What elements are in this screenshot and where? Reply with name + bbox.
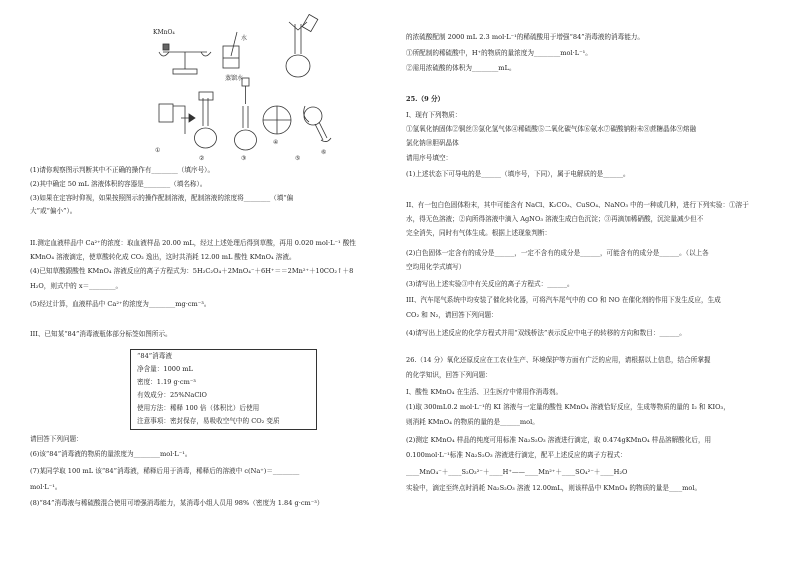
question-8-cont: 的浓硫酸配制 2000 mL 2.3 mol·L⁻¹的稀硫酸用于增强“84”消毒液的消毒能力。 (406, 33, 644, 41)
question-1: (1)请你观察图示判断其中不正确的操作有________（填序号）。 (30, 166, 215, 174)
figure-label-water: 水 (241, 35, 248, 42)
question-26-heading-cont: 的化学知识，回答下列问题： (406, 371, 492, 379)
lab-procedure-drawing (145, 14, 335, 164)
q25-section-ii-cont2: 完全消失，同时有气体生成。根据上述现象判断： (406, 229, 552, 237)
q25-section-ii-cont: 水，得无色溶液；②向所得溶液中滴入 AgNO₃ 溶液生成白色沉淀；③再滴加稀硝酸，沉淀量减少但不 (406, 215, 704, 223)
q26-question-2-cont: 0.100mol·L⁻¹标准 Na₂S₂O₃ 溶液进行滴定，配平上述反应的离子方程式： (406, 451, 627, 459)
question-7: (7)某同学取 100 mL 该“84”消毒液，稀释后用于消毒，稀释后的溶液中 c(Na⁺)＝________ (30, 467, 300, 475)
q25-section-ii: II、有一包白色固体粉末，其中可能含有 NaCl、K₂CO₃、CuSO₄、NaNO₃ 中的一种或几种，进行下列实验：①溶于 (406, 201, 749, 209)
question-8: (8)“84”消毒液与稀硫酸混合使用可增强消毒能力，某消毒小组人员用 98%（密度为 1.84 g·cm⁻³） (30, 499, 324, 507)
q26-section-i: I、酸性 KMnO₄ 在生活、卫生医疗中常用作消毒剂。 (406, 388, 563, 396)
answer-prompt: 请回答下列问题： (30, 435, 83, 443)
q25-section-iii: III、汽车尾气系统中均安装了催化转化器，可将汽车尾气中的 CO 和 NO 在催化剂的作用下发生反应，生成 (406, 296, 721, 304)
shaking-flask-icon (195, 92, 217, 148)
label-box-usage: 使用方法：稀释 100 倍（体积比）后使用 (137, 404, 260, 412)
q25-substances-cont: 氯化钠⑩胆矾晶体 (406, 139, 459, 147)
label-box-ingredient: 有效成分：25%NaClO (137, 391, 207, 399)
question-7-cont: mol·L⁻¹。 (30, 483, 62, 491)
figure-label-step6: ⑥ (321, 149, 327, 156)
q25-question-1: (1)上述状态下可导电的是______（填序号，下同），属于电解质的是______。 (406, 170, 630, 178)
q25-substances: ①氢氧化钠固体②铜丝③氯化氢气体④稀硫酸⑤二氧化碳气体⑥氨水⑦碳酸钠粉末⑧蔗糖晶体⑨熔融 (406, 125, 697, 133)
section-iii-intro: III、已知某“84”消毒液瓶体部分标签如图所示。 (30, 330, 172, 338)
pouring-step-icon (159, 104, 195, 134)
disinfectant-label-box (130, 349, 317, 430)
balance-icon (159, 44, 211, 74)
figure-label-step5: ⑤ (295, 155, 301, 162)
figure-label-kmno4: KMnO₄ (153, 29, 175, 36)
question-3: (3)如果在定容时仰视，如果按照图示的操作配制溶液，配制溶液的浓度将________（填“偏 (30, 194, 294, 202)
q25-question-2: (2)白色固体一定含有的成分是______，一定不含有的成分是______，可能含有的成分是______。（以上各 (406, 249, 709, 257)
question-4: (4)已知草酸跟酸性 KMnO₄ 溶液反应的离子方程式为：5H₂C₂O₄＋2MnO₄⁻＋6H⁺＝＝2Mn²⁺＋10CO₂↑＋8 (30, 267, 354, 275)
figure-label-step3: ③ (241, 155, 247, 162)
section-ii-intro-cont: KMnO₄ 溶液滴定，使草酸转化成 CO₂ 逸出，这时共消耗 12.00 mL 酸性 KMnO₄ 溶液。 (30, 253, 296, 261)
figure-label-step4: ④ (273, 139, 279, 146)
figure-label-step1: ① (155, 147, 161, 154)
figure-label-distilled-water: 蒸馏水 (225, 75, 244, 82)
label-box-density: 密度：1.19 g·cm⁻³ (137, 378, 196, 386)
question-26-heading: 26.（14 分）氧化还原反应在工农业生产、环境保护等方面有广泛的应用，请根据以上信息，结合所掌握 (406, 356, 711, 364)
section-ii-intro: II.测定血液样品中 Ca²⁺的浓度：取血液样品 20.00 mL，经过上述处理后得到草酸，再用 0.020 mol·L⁻¹ 酸性 (30, 239, 356, 247)
label-box-caution: 注意事项：密封保存，易吸收空气中的 CO₂ 变质 (137, 417, 280, 425)
question-6: (6)该“84”消毒液的物质的量浓度为________mol·L⁻¹。 (30, 450, 192, 458)
q26-equation: ____MnO₄⁻＋____S₂O₃²⁻＋____H⁺——____Mn²⁺＋____SO₄²⁻＋____H₂O (406, 468, 628, 476)
question-3-cont: 大”或“偏小”）。 (30, 207, 77, 215)
question-8-part1: ①所配制的稀硫酸中，H⁺的物质的量浓度为________mol·L⁻¹。 (406, 49, 592, 57)
lab-procedure-figure (145, 14, 335, 164)
q26-question-1: (1)取 300mL0.2 mol·L⁻¹的 KI 溶液与一定量的酸性 KMnO₄ 溶液恰好反应，生成等物质的量的 I₂ 和 KIO₃， (406, 403, 730, 411)
label-box-title: “84”消毒液 (137, 352, 172, 360)
q26-question-2-result: 实验中，滴定至终点时消耗 Na₂S₂O₃ 溶液 12.00mL，则该样品中 KMnO₄ 的物质的量是____mol。 (406, 484, 702, 492)
q25-instruction: 请用序号填空： (406, 154, 453, 162)
flask-icon (286, 14, 318, 77)
dropper-flask-icon (235, 78, 257, 150)
q25-question-2-cont: 空均用化学式填写） (406, 263, 466, 271)
inverting-flask-icon (304, 106, 331, 142)
label-box-volume: 净含量：1000 mL (137, 365, 193, 373)
question-25-heading: 25.（9 分） (406, 95, 445, 103)
beaker-icon (223, 32, 239, 68)
question-8-part2: ②需用浓硫酸的体积为________mL。 (406, 64, 516, 72)
q25-question-3: (3)请写出上述实验③中有关反应的离子方程式：______。 (406, 280, 574, 288)
q25-section-i: I、现有下列物质： (406, 111, 462, 119)
question-4-cont: H₂O，则式中的 x＝________。 (30, 282, 123, 290)
figure-label-step2: ② (199, 155, 205, 162)
question-2: (2)其中确定 50 mL 溶液体积的容器是________（填名称）。 (30, 180, 207, 188)
q26-question-2: (2)测定 KMnO₄ 样品的纯度可用标准 Na₂S₂O₃ 溶液进行滴定，取 0.474gKMnO₄ 样品溶解酸化后，用 (406, 436, 712, 444)
question-5: (5)经过计算，血液样品中 Ca²⁺的浓度为________mg·cm⁻³。 (30, 300, 211, 308)
q26-question-1-cont: 则消耗 KMnO₄ 的物质的量的是______mol。 (406, 418, 539, 426)
q25-section-iii-cont: CO₂ 和 N₂，请回答下列问题： (406, 311, 498, 319)
q25-question-4: (4)请写出上述反应的化学方程式并用“双线桥法”表示反应中电子的转移的方向和数目：______。 (406, 329, 686, 337)
eye-level-icon (263, 106, 291, 134)
